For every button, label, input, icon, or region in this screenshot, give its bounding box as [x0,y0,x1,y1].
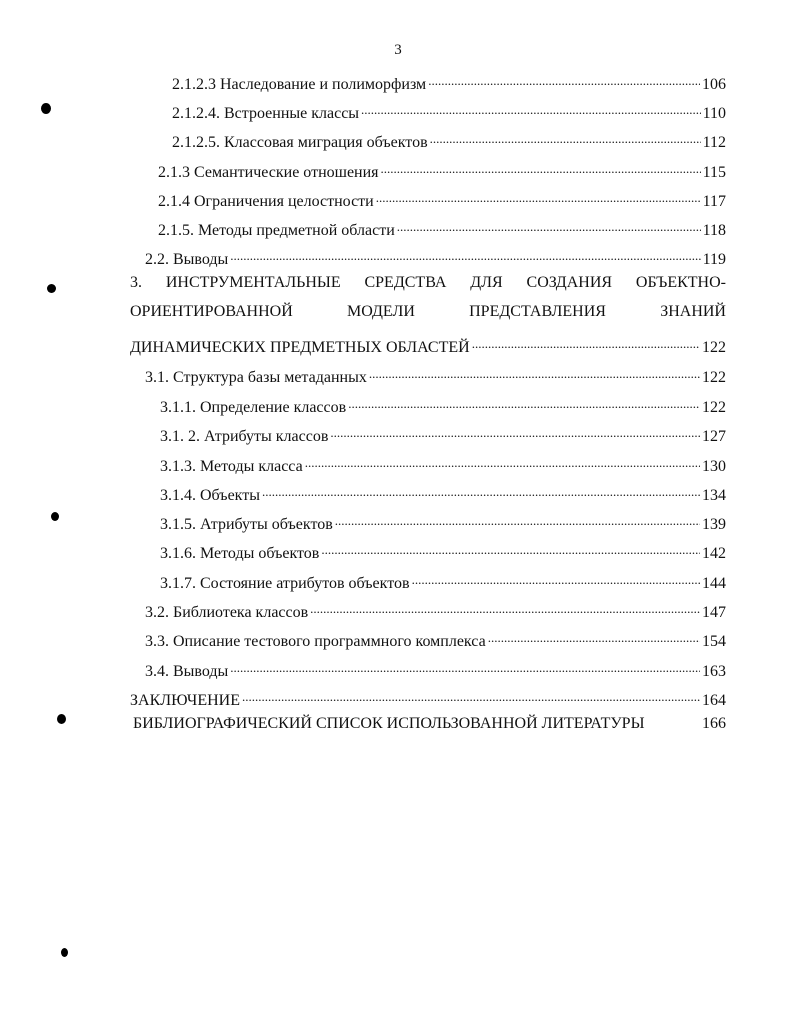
toc-entry [130,683,726,709]
toc-entry [160,390,726,416]
toc-entry-page: 139 [702,516,726,533]
dot-leader [230,242,700,264]
toc-entry-page: 134 [702,487,726,504]
toc-entry-page: 117 [702,193,726,210]
toc-entry-title: 2.1.5. Методы предметной области [158,222,395,239]
dot-leader [348,390,700,412]
toc-entry-title: БИБЛИОГРАФИЧЕСКИЙ СПИСОК ИСПОЛЬЗОВАННОЙ ЛИТЕРАТУРЫ [133,715,645,732]
toc-entry [145,654,726,680]
toc-entry [160,566,726,592]
toc-entry-page: 147 [702,604,726,621]
toc-entry-page: 154 [702,633,726,650]
toc-entry-page: 164 [702,692,726,709]
toc-entry-page: 106 [702,76,726,93]
punch-hole-mark [41,103,51,114]
toc-entry [158,213,726,239]
toc-entry-page: 127 [702,428,726,445]
heading-word: ИНСТРУМЕНТАЛЬНЫЕ [165,274,341,291]
dot-leader [381,155,701,177]
toc-entry-page: 142 [702,545,726,562]
dot-leader [430,125,701,147]
heading-word: ЗНАНИЙ [660,303,726,320]
toc-entry-title: 3.4. Выводы [145,663,229,680]
heading-word: ОРИЕНТИРОВАННОЙ [130,303,293,320]
toc-entry [160,536,726,562]
toc-entry [145,242,726,268]
toc-entry [145,595,726,621]
toc-entry-title: 3.1.1. Определение классов [160,399,347,416]
toc-entry [172,96,726,122]
toc-entry-page: 122 [702,399,726,416]
toc-entry-title: 3.1.7. Состояние атрибутов объектов [160,575,410,592]
dot-leader [428,67,700,89]
toc-entry-page: 110 [702,105,726,122]
dot-leader [361,96,701,118]
toc-entry [172,67,726,93]
toc-entry-title: 2.1.2.3 Наследование и полиморфизм [172,76,427,93]
toc-entry-title: 2.1.3 Семантические отношения [158,164,379,181]
toc-entry-title: 3.1. 2. Атрибуты классов [160,428,329,445]
punch-hole-mark [47,284,56,293]
toc-entry [130,330,726,356]
toc-entry [145,360,726,386]
toc-entry-title: 3.1.3. Методы класса [160,458,303,475]
punch-hole-mark [51,512,59,521]
heading-word: 3. [130,274,142,291]
toc-entry-title: ДИНАМИЧЕСКИХ ПРЕДМЕТНЫХ ОБЛАСТЕЙ [130,339,470,356]
dot-leader [242,683,700,705]
chapter-3-heading-line-2 [130,301,726,323]
toc-entry-title: 2.1.2.5. Классовая миграция объектов [172,134,428,151]
toc-entry-title: 3.1. Структура базы метаданных [145,369,367,386]
dot-leader [369,360,700,382]
toc-entry [158,184,726,210]
toc-entry-page: 112 [702,134,726,151]
heading-word: ДЛЯ [470,274,503,291]
dot-leader [335,507,700,529]
toc-entry-page: 122 [702,369,726,386]
toc-entry-page: 118 [702,222,726,239]
toc-entry-page: 130 [702,458,726,475]
toc-entry-page: 144 [702,575,726,592]
dot-leader [262,478,700,500]
heading-word: МОДЕЛИ [347,303,415,320]
toc-entry-title: 2.1.4 Ограничения целостности [158,193,374,210]
dot-leader [330,419,700,441]
toc-entry [160,478,726,504]
toc-entry-page: 122 [702,339,726,356]
toc-entry-title: 3.3. Описание тестового программного комплекса [145,633,486,650]
toc-entry-title: ЗАКЛЮЧЕНИЕ [130,692,240,709]
dot-leader [376,184,701,206]
toc-entry-title: 3.1.5. Атрибуты объектов [160,516,333,533]
dot-leader [230,654,700,676]
toc-entry-title: 2.2. Выводы [145,251,229,268]
heading-word: ПРЕДСТАВЛЕНИЯ [469,303,606,320]
dot-leader [488,624,700,646]
toc-entry [160,507,726,533]
punch-hole-mark [57,714,66,724]
toc-entry-page: 119 [702,251,726,268]
toc-entry-title: 3.1.4. Объекты [160,487,260,504]
toc-entry-title: 3.1.6. Методы объектов [160,545,320,562]
toc-entry [158,155,726,181]
toc-entry-page: 115 [702,164,726,181]
toc-entry [160,449,726,475]
dot-leader [305,449,700,471]
chapter-3-heading-line-1 [130,272,726,294]
page-number: 3 [394,42,402,58]
toc-entry-page: 166 [702,715,726,732]
dot-leader [472,330,700,352]
toc-entry [172,125,726,151]
heading-word: ОБЪЕКТНО- [635,274,726,291]
toc-entry-bibliography [133,713,726,735]
toc-entry-title: 3.2. Библиотека классов [145,604,309,621]
punch-hole-mark [61,948,68,957]
toc-entry-page: 163 [702,663,726,680]
dot-leader [397,213,701,235]
dot-leader [321,536,700,558]
toc-entry [160,419,726,445]
toc-entry [145,624,726,650]
toc-entry-title: 2.1.2.4. Встроенные классы [172,105,360,122]
heading-word: СРЕДСТВА [364,274,447,291]
dot-leader [310,595,700,617]
dot-leader [412,566,700,588]
heading-word: СОЗДАНИЯ [526,274,613,291]
